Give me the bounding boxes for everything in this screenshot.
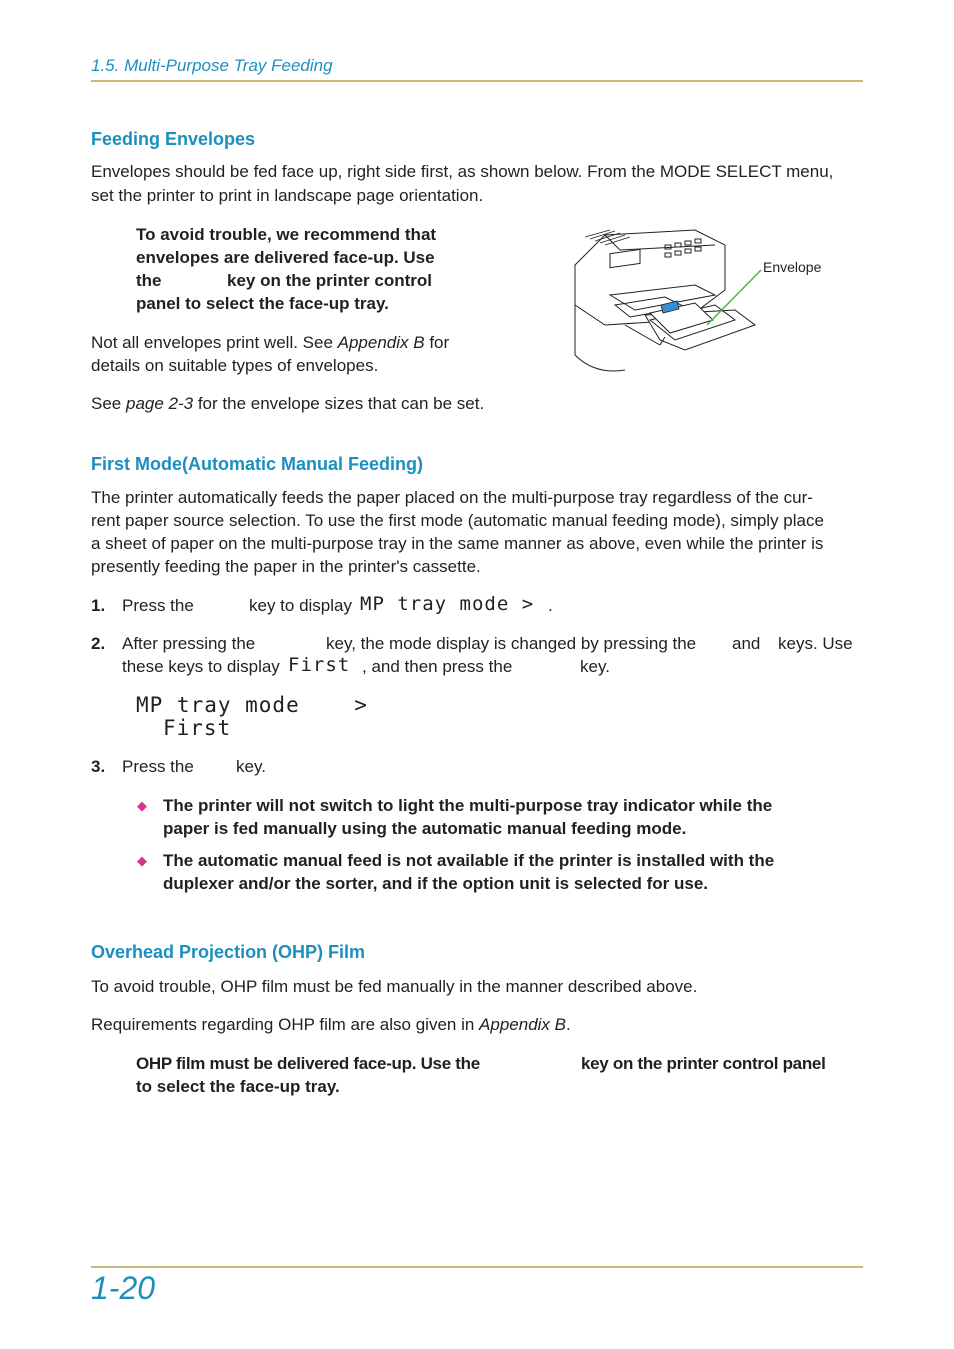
ohp-paragraph-2: Requirements regarding OHP film are also given in Appendix B.	[91, 1015, 571, 1034]
envelope-note-the: the	[136, 271, 162, 290]
step-2-number: 2.	[91, 634, 106, 653]
step-1-number: 1.	[91, 596, 106, 615]
appendix-b-link[interactable]: Appendix B	[479, 1015, 566, 1034]
step-2-text-a: After pressing the	[122, 634, 256, 653]
first-mode-para-line4: presently feeding the paper in the printer's cassette.	[91, 557, 481, 576]
step-2-text-f: , and then press the	[362, 657, 513, 676]
figure-label-envelope: Envelope	[763, 259, 822, 275]
diamond-bullet-icon: ◆	[137, 798, 147, 813]
envelope-note-line3: key on the printer control	[227, 271, 432, 290]
display-line-1: MP tray mode >	[136, 693, 368, 717]
heading-feeding-envelopes: Feeding Envelopes	[91, 129, 256, 149]
heading-first-mode: First Mode(Automatic Manual Feeding)	[91, 454, 424, 474]
step-3-text-b: key.	[236, 757, 266, 776]
step-1-text-b: key to display	[249, 596, 352, 615]
printer-envelope-figure	[565, 225, 765, 375]
first-mode-para-line3: a sheet of paper on the multi-purpose tray in the same manner as above, even while the printer is	[91, 534, 824, 553]
header-rule	[91, 80, 863, 82]
step-1-text-a: Press the	[122, 596, 194, 615]
step-3-number: 3.	[91, 757, 106, 776]
running-header: 1.5. Multi-Purpose Tray Feeding	[91, 56, 333, 75]
heading-ohp-film: Overhead Projection (OHP) Film	[91, 942, 366, 962]
page-number: 1-20	[91, 1270, 156, 1306]
first-mode-para-line1: The printer automatically feeds the paper placed on the multi-purpose tray regardless of the cur-	[91, 488, 813, 507]
bullet-2-line1: The automatic manual feed is not available if the printer is installed with the	[163, 851, 775, 870]
step-2-text-b: key, the mode display is changed by pressing the	[326, 634, 697, 653]
ohp-note-a: OHP film must be delivered face-up. Use the	[136, 1054, 480, 1073]
see-page-line: See page 2-3 for the envelope sizes that can be set.	[91, 394, 485, 413]
envelope-note-line4: panel to select the face-up tray.	[136, 294, 389, 313]
step-3-text-a: Press the	[122, 757, 194, 776]
envelopes-intro-line2: set the printer to print in landscape page orientation.	[91, 186, 484, 205]
bullet-2-line2: duplexer and/or the sorter, and if the option unit is selected for use.	[163, 874, 709, 893]
ohp-note-c: to select the face-up tray.	[136, 1077, 340, 1096]
step-2-lcd: First	[288, 654, 351, 676]
step-2-text-e: these keys to display	[122, 657, 280, 676]
step-1-lcd: MP tray mode >	[360, 593, 535, 615]
diamond-bullet-icon: ◆	[137, 853, 147, 868]
step-1-text-c: .	[548, 596, 553, 615]
not-all-envelopes-line1: Not all envelopes print well. See Appendix B for	[91, 333, 450, 352]
step-2-text-g: key.	[580, 657, 610, 676]
not-all-envelopes-line2: details on suitable types of envelopes.	[91, 356, 379, 375]
appendix-b-link[interactable]: Appendix B	[337, 333, 425, 352]
ohp-paragraph-1: To avoid trouble, OHP film must be fed manually in the manner described above.	[91, 977, 698, 996]
bullet-1-line1: The printer will not switch to light the multi-purpose tray indicator while the	[163, 796, 773, 815]
ohp-note-b: key on the printer control panel	[581, 1054, 826, 1073]
step-2-text-d: keys. Use	[778, 634, 853, 653]
page-2-3-link[interactable]: page 2-3	[125, 394, 194, 413]
envelopes-intro-line1: Envelopes should be fed face up, right side first, as shown below. From the MODE SELECT menu,	[91, 162, 834, 181]
bullet-1-line2: paper is fed manually using the automatic manual feeding mode.	[163, 819, 687, 838]
display-line-2: First	[163, 716, 232, 740]
step-2-text-c: and	[732, 634, 761, 653]
first-mode-para-line2: rent paper source selection. To use the first mode (automatic manual feeding mode), simply place	[91, 511, 824, 530]
envelope-note-line1: To avoid trouble, we recommend that	[136, 225, 437, 244]
footer-rule	[91, 1266, 863, 1268]
envelope-note-line2: envelopes are delivered face-up. Use	[136, 248, 435, 267]
